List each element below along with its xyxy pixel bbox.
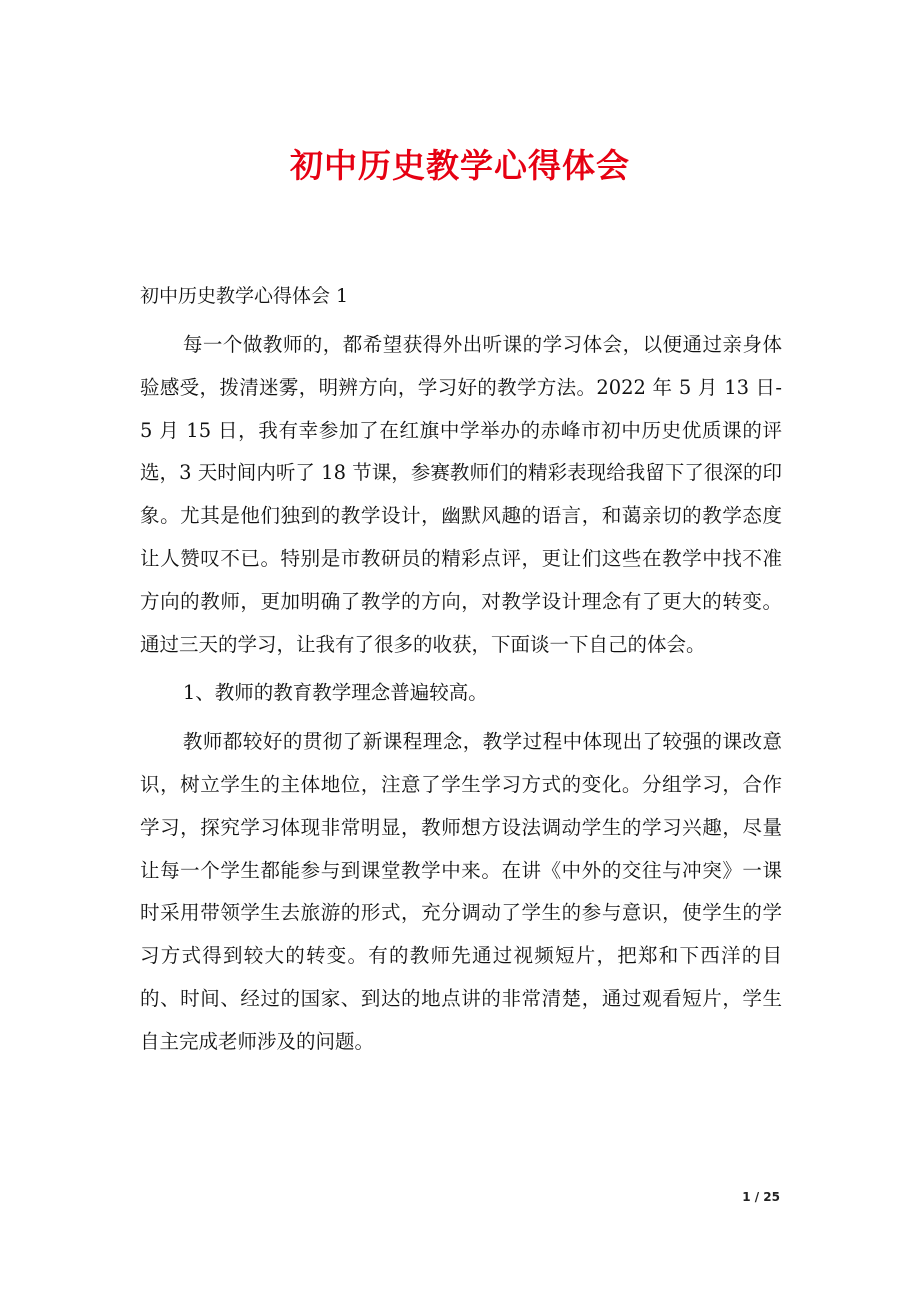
document-body — [140, 278, 782, 1064]
section-heading: 初中历史教学心得体会 1 — [140, 285, 349, 307]
document-title: 初中历史教学心得体会 — [290, 146, 630, 185]
page-number: 1 / 25 — [742, 1190, 780, 1204]
paragraph-3: 教师都较好的贯彻了新课程理念，教学过程中体现出了较强的课改意识，树立学生的主体地位，注意了学生学习方式的变化。分组学习，合作学习，探究学习体现非常明显，教师想方设法调动学生的学习兴趣，尽量让每一个学生都能参与到课堂教学中来。在讲《中外的交往与冲突》一课时采用带领学生去旅游的形式，充分调动了学生的参与意识，使学生的学习方式得到较大的转变。有的教师先通过视频短片，把郑和下西洋的目的、时间、经过的国家、到达的地点讲的非常清楚，通过观看短片，学生自主完成老师涉及的问题。 — [140, 730, 782, 1053]
paragraph-1: 每一个做教师的，都希望获得外出听课的学习体会，以便通过亲身体验感受，拨清迷雾，明辨方向，学习好的教学方法。2022 年 5 月 13 日-5 月 15 日，我有幸参加了在红旗中学举办的赤峰市初中历史优质课的评选，3 天时间内听了 18 节课，参赛教师们的精彩表现给我留下了很深的印象。尤其是他们独到的教学设计，幽默风趣的语言，和蔼亲切的教学态度让人赞叹不已。特别是市教研员的精彩点评，更让们这些在教学中找不准方向的教师，更加明确了教学的方向，对教学设计理念有了更大的转变。通过三天的学习，让我有了很多的收获，下面谈一下自己的体会。 — [140, 333, 782, 656]
paragraph-2: 1、教师的教育教学理念普遍较高。 — [182, 681, 488, 705]
